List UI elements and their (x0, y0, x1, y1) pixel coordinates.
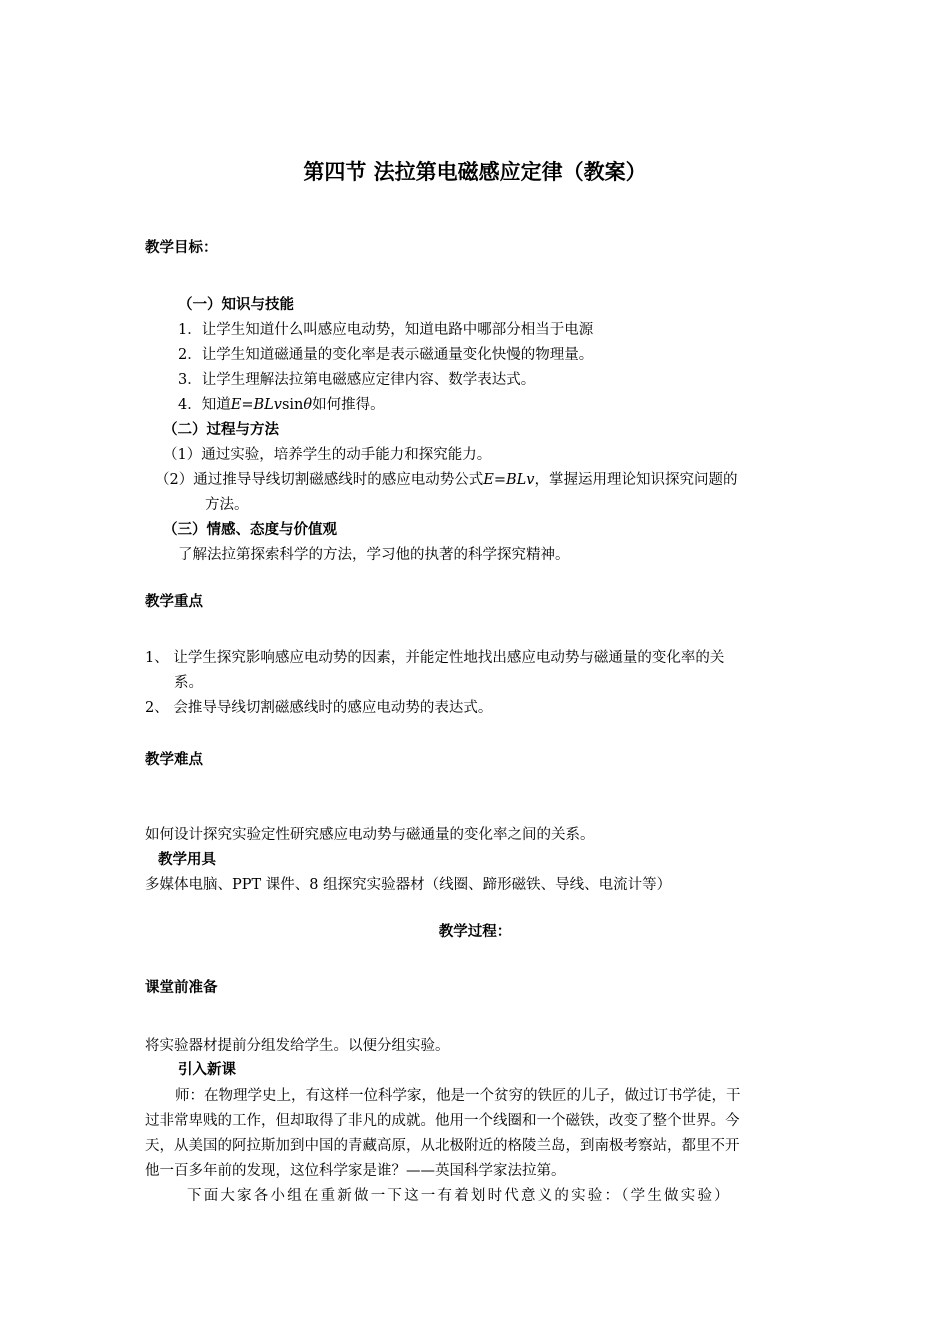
knowledge-item-1: 1．让学生知道什么叫感应电动势，知道电路中哪部分相当于电源 (178, 322, 594, 338)
key-point-1-line-1: 1、 让学生探究影响感应电动势的因素，并能定性地找出感应电动势与磁通量的变化率的关 (145, 650, 725, 666)
tools-text: 多媒体电脑、PPT 课件、8 组探究实验器材（线圈、蹄形磁铁、导线、电流计等） (145, 877, 672, 893)
process-item-2-suffix: ，掌握运用理论知识探究问题的 (534, 472, 738, 488)
knowledge-item-4-prefix: 4．知道 (178, 397, 231, 413)
tools-heading: 教学用具 (158, 852, 216, 868)
key-point-2: 2、 会推导导线切割磁感线时的感应电动势的表达式。 (145, 700, 493, 716)
emotion-text: 了解法拉第探索科学的方法，学习他的执著的科学探究精神。 (178, 547, 570, 563)
emotion-heading: （三）情感、态度与价值观 (163, 522, 337, 538)
formula-ebvl-2: E=BLv (483, 472, 535, 488)
difficulties-text: 如何设计探究实验定性研究感应电动势与磁通量的变化率之间的关系。 (145, 827, 595, 843)
difficulties-heading: 教学难点 (145, 752, 203, 768)
prep-text: 将实验器材提前分组发给学生。以便分组实验。 (145, 1038, 450, 1054)
formula-sin: sin (281, 397, 304, 413)
intro-line-3: 天，从美国的阿拉斯加到中国的青藏高原，从北极附近的格陵兰岛，到南极考察站，都里不开 (145, 1138, 740, 1154)
key-points-heading: 教学重点 (145, 594, 203, 610)
formula-theta: θ (303, 397, 313, 413)
knowledge-item-2: 2．让学生知道磁通量的变化率是表示磁通量变化快慢的物理量。 (178, 347, 594, 363)
intro-last-line: 下面大家各小组在重新做一下这一有着划时代意义的实验：（学生做实验） (187, 1188, 731, 1204)
knowledge-heading: （一）知识与技能 (178, 297, 294, 313)
knowledge-item-4-suffix: 如何推得。 (312, 397, 385, 413)
formula-ebvl: E=BLv (230, 397, 282, 413)
teaching-process-heading: 教学过程： (438, 924, 512, 940)
document-title: 第四节 法拉第电磁感应定律（教案） (303, 160, 647, 184)
process-item-1: （1）通过实验，培养学生的动手能力和探究能力。 (163, 447, 492, 463)
knowledge-item-3: 3．让学生理解法拉第电磁感应定律内容、数学表达式。 (178, 372, 536, 388)
process-item-2 (155, 470, 737, 490)
intro-heading: 引入新课 (178, 1062, 236, 1078)
process-heading: （二）过程与方法 (163, 422, 279, 438)
key-point-1-line-2: 系。 (174, 675, 203, 691)
prep-heading: 课堂前准备 (145, 980, 218, 996)
process-item-2-cont: 方法。 (205, 497, 249, 513)
intro-line-1: 师：在物理学史上，有这样一位科学家，他是一个贫穷的铁匠的儿子，做过订书学徒，干 (175, 1088, 741, 1104)
process-item-2-prefix: （2）通过推导导线切割磁感线时的感应电动势公式 (155, 472, 484, 488)
objectives-heading: 教学目标： (145, 240, 218, 256)
knowledge-item-4 (178, 395, 385, 415)
intro-line-2: 过非常卑贱的工作，但却取得了非凡的成就。他用一个线圈和一个磁铁，改变了整个世界。今 (145, 1113, 740, 1129)
intro-line-4: 他一百多年前的发现，这位科学家是谁？——英国科学家法拉第。 (145, 1163, 566, 1179)
